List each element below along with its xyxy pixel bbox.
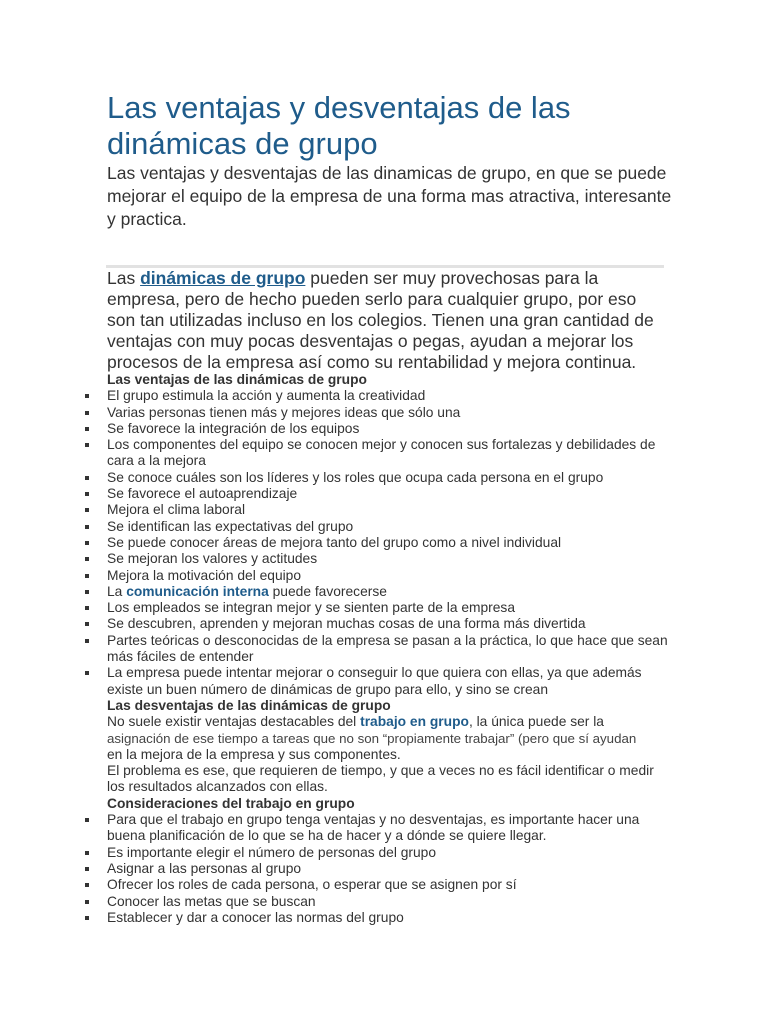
list-item-text: Conocer las metas que se buscan bbox=[107, 893, 316, 909]
bullet-icon bbox=[85, 508, 89, 512]
disadvantages-paragraph-2: El problema es ese, que requieren de tiempo, y que a veces no es fácil identificar o medir los resultados alcanzados con ellas. bbox=[107, 763, 654, 795]
paragraph-text: No suele existir ventajas destacables del bbox=[107, 714, 361, 730]
list-item-text: Es importante elegir el número de personas del grupo bbox=[107, 844, 437, 860]
list-item bbox=[0, 665, 768, 698]
list-item bbox=[0, 877, 768, 893]
trabajo-en-grupo-link[interactable]: trabajo en grupo bbox=[360, 714, 469, 730]
list-item-text: Se puede conocer áreas de mejora tanto del grupo como a nivel individual bbox=[107, 534, 562, 550]
list-item bbox=[0, 421, 768, 437]
bullet-icon bbox=[85, 557, 89, 561]
list-item bbox=[0, 535, 768, 551]
bullet-icon bbox=[85, 541, 89, 545]
list-item bbox=[0, 616, 768, 632]
list-item-text: Mejora el clima laboral bbox=[107, 502, 246, 518]
disadvantages-paragraph bbox=[0, 714, 768, 763]
list-item-text: Asignar a las personas al grupo bbox=[107, 860, 302, 876]
lead-paragraph bbox=[107, 268, 667, 373]
list-item-text: Se conoce cuáles son los líderes y los roles que ocupa cada persona en el grupo bbox=[107, 469, 604, 485]
paragraph-text: en la mejora de la empresa y sus componentes. bbox=[107, 746, 401, 762]
bullet-icon bbox=[85, 590, 89, 594]
considerations-list bbox=[0, 812, 768, 926]
list-item-text: Establecer y dar a conocer las normas del grupo bbox=[107, 909, 404, 925]
list-item-text: Se favorece el autoaprendizaje bbox=[107, 486, 298, 502]
bullet-icon bbox=[85, 394, 89, 398]
list-item bbox=[0, 633, 768, 666]
list-item bbox=[0, 405, 768, 421]
bullet-icon bbox=[85, 492, 89, 496]
list-item-text: La bbox=[107, 583, 127, 599]
article-body bbox=[0, 372, 768, 926]
list-item bbox=[0, 486, 768, 502]
bullet-icon bbox=[85, 606, 89, 610]
bullet-icon bbox=[85, 411, 89, 415]
list-item bbox=[0, 584, 768, 600]
bullet-icon bbox=[85, 427, 89, 431]
bullet-icon bbox=[85, 639, 89, 643]
list-item-text: El grupo estimula la acción y aumenta la creatividad bbox=[107, 388, 426, 404]
bullet-icon bbox=[85, 671, 89, 675]
dinamicas-de-grupo-link[interactable]: dinámicas de grupo bbox=[140, 268, 306, 288]
lead-prefix: Las bbox=[107, 268, 141, 288]
comunicacion-interna-link[interactable]: comunicación interna bbox=[126, 583, 269, 599]
list-item bbox=[0, 388, 768, 404]
list-item bbox=[0, 894, 768, 910]
list-item bbox=[0, 551, 768, 567]
bullet-icon bbox=[85, 883, 89, 887]
page-title: Las ventajas y desventajas de las dinámicas de grupo bbox=[107, 90, 571, 161]
list-item-text: Ofrecer los roles de cada persona, o esperar que se asignen por sí bbox=[107, 877, 517, 893]
disadvantages-heading: Las desventajas de las dinámicas de grupo bbox=[107, 697, 391, 713]
list-item bbox=[0, 519, 768, 535]
intro-paragraph: Las ventajas y desventajas de las dinamicas de grupo, en que se puede mejorar el equipo de la empresa de una forma mas atractiva, interesante y practica. bbox=[107, 163, 672, 229]
bullet-icon bbox=[85, 867, 89, 871]
bullet-icon bbox=[85, 622, 89, 626]
list-item-text: Se descubren, aprenden y mejoran muchas cosas de una forma más divertida bbox=[107, 616, 586, 632]
list-item bbox=[0, 437, 768, 470]
list-item bbox=[0, 568, 768, 584]
bullet-icon bbox=[85, 851, 89, 855]
list-item-text: Se favorece la integración de los equipos bbox=[107, 420, 360, 436]
paragraph-text: asignación de ese tiempo a tareas que no son “propiamente trabajar” (pero que sí ayudan bbox=[107, 730, 637, 746]
list-item-text: Para que el trabajo en grupo tenga ventajas y no desventajas, es importante hacer una buena planificación de lo que se ha de hacer y a dónde se quiere llegar. bbox=[107, 812, 640, 844]
paragraph-text: , la única puede ser la bbox=[468, 714, 604, 730]
list-item-text: Se mejoran los valores y actitudes bbox=[107, 551, 318, 567]
lead-suffix: pueden ser muy provechosas para la empresa, pero de hecho pueden serlo para cualquier grupo, por eso son tan utilizadas incluso en los colegios. Tienen una gran cantidad de ventajas con muy pocas desventajas o pegas, ayudan a mejorar los procesos de la empresa así como su rentabilidad y mejora continua. bbox=[107, 268, 654, 372]
list-item-text: La empresa puede intentar mejorar o conseguir lo que quiera con ellas, ya que además existe un buen número de dinámicas de grupo para ello, y sino se crean bbox=[107, 665, 642, 697]
list-item-text: Los componentes del equipo se conocen mejor y conocen sus fortalezas y debilidades de cara a la mejora bbox=[107, 437, 656, 469]
list-item bbox=[0, 470, 768, 486]
list-item bbox=[0, 861, 768, 877]
bullet-icon bbox=[85, 443, 89, 447]
list-item-text: Se identifican las expectativas del grupo bbox=[107, 518, 354, 534]
list-item bbox=[0, 502, 768, 518]
bullet-icon bbox=[85, 916, 89, 920]
advantages-heading: Las ventajas de las dinámicas de grupo bbox=[107, 372, 367, 387]
list-item-text: Partes teóricas o desconocidas de la empresa se pasan a la práctica, lo que hace que sean más fáciles de entender bbox=[107, 632, 668, 665]
list-item-text: Mejora la motivación del equipo bbox=[107, 567, 302, 583]
list-item-text: Los empleados se integran mejor y se sienten parte de la empresa bbox=[107, 600, 516, 616]
list-item bbox=[0, 600, 768, 616]
list-item-text: Varias personas tienen más y mejores ideas que sólo una bbox=[107, 404, 461, 420]
list-item bbox=[0, 812, 768, 845]
bullet-icon bbox=[85, 574, 89, 578]
bullet-icon bbox=[85, 818, 89, 822]
considerations-heading: Consideraciones del trabajo en grupo bbox=[107, 795, 355, 811]
bullet-icon bbox=[85, 476, 89, 480]
list-item bbox=[0, 845, 768, 861]
bullet-icon bbox=[85, 525, 89, 529]
advantages-list bbox=[0, 388, 768, 698]
bullet-icon bbox=[85, 900, 89, 904]
list-item bbox=[0, 910, 768, 926]
list-item-text: puede favorecerse bbox=[268, 583, 387, 599]
